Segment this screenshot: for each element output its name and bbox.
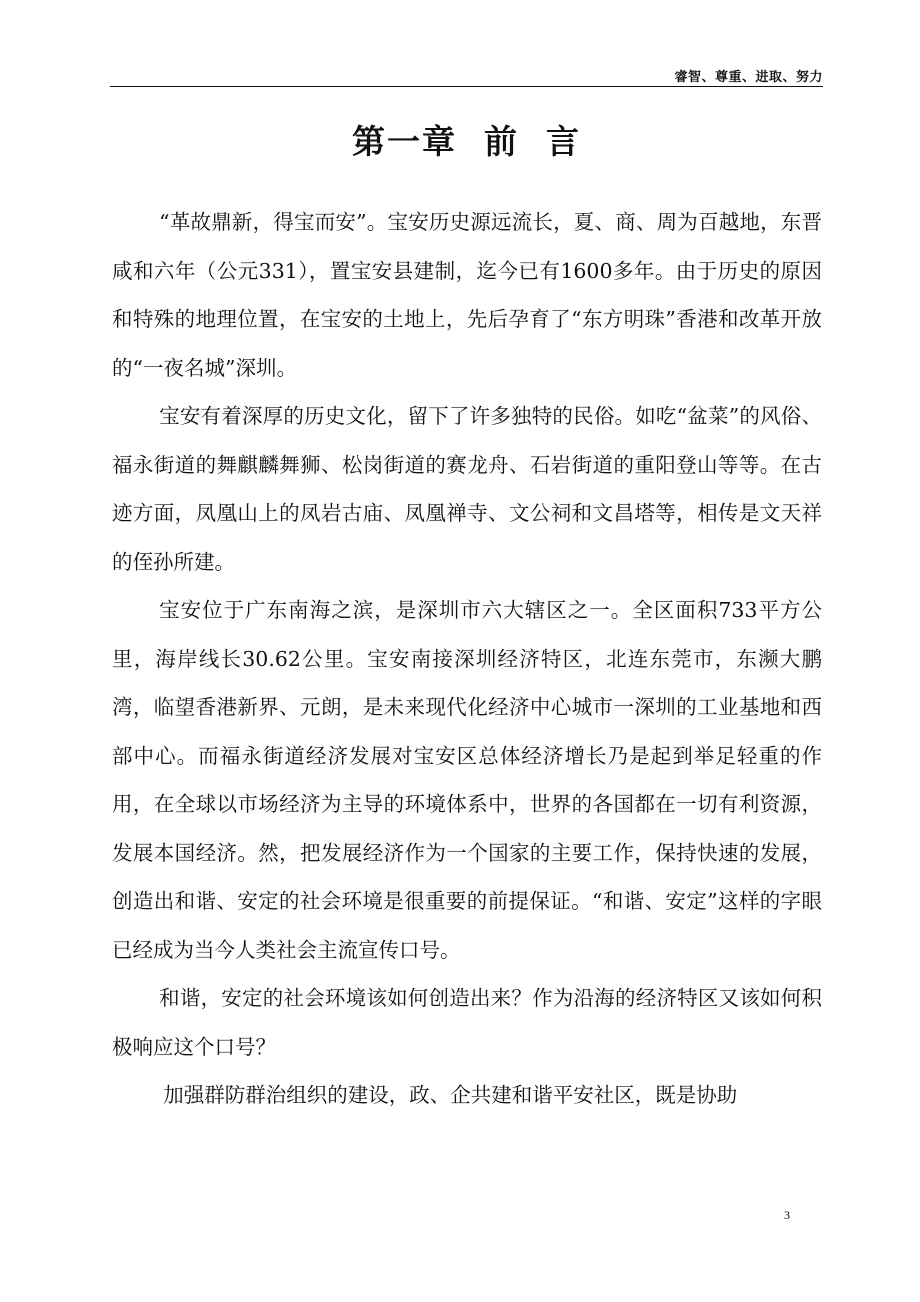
body-text xyxy=(112,198,822,1120)
paragraph-4: 和谐，安定的社会环境该如何创造出来？作为沿海的经济特区又该如何积极响应这个口号？ xyxy=(112,986,822,1059)
header-divider xyxy=(110,86,823,87)
page-number: 3 xyxy=(784,1208,790,1222)
paragraph-5: 加强群防群治组织的建设，政、企共建和谐平安社区，既是协助 xyxy=(163,1083,738,1107)
paragraph-2: 宝安有着深厚的历史文化，留下了许多独特的民俗。如吃“盆菜”的风俗、福永街道的舞麒麟舞狮、松岗街道的赛龙舟、石岩街道的重阳登山等等。在古迹方面，凤凰山上的凤岩古庙、凤凰禅寺、文公祠和文昌塔等，相传是文天祥的侄孙所建。 xyxy=(112,404,822,574)
chapter-title: 第一章 前 言 xyxy=(352,122,581,161)
header-motto: 睿智、尊重、进取、努力 xyxy=(674,70,823,85)
paragraph-3: 宝安位于广东南海之滨，是深圳市六大辖区之一。全区面积733平方公里，海岸线长30.62公里。宝安南接深圳经济特区，北连东莞市，东濒大鹏湾，临望香港新界、元朗，是未来现代化经济中心城市一深圳的工业基地和西部中心。而福永街道经济发展对宝安区总体经济增长乃是起到举足轻重的作用，在全球以市场经济为主导的环境体系中，世界的各国都在一切有利资源，发展本国经济。然，把发展经济作为一个国家的主要工作，保持快速的发展，创造出和谐、安定的社会环境是很重要的前提保证。“和谐、安定”这样的字眼已经成为当今人类社会主流宣传口号。 xyxy=(112,598,822,962)
paragraph-1: “革故鼎新，得宝而安”。宝安历史源远流长，夏、商、周为百越地，东晋咸和六年（公元331），置宝安县建制，迄今已有1600多年。由于历史的原因和特殊的地理位置，在宝安的土地上，先后孕育了“东方明珠”香港和改革开放的“一夜名城”深圳。 xyxy=(112,210,822,380)
